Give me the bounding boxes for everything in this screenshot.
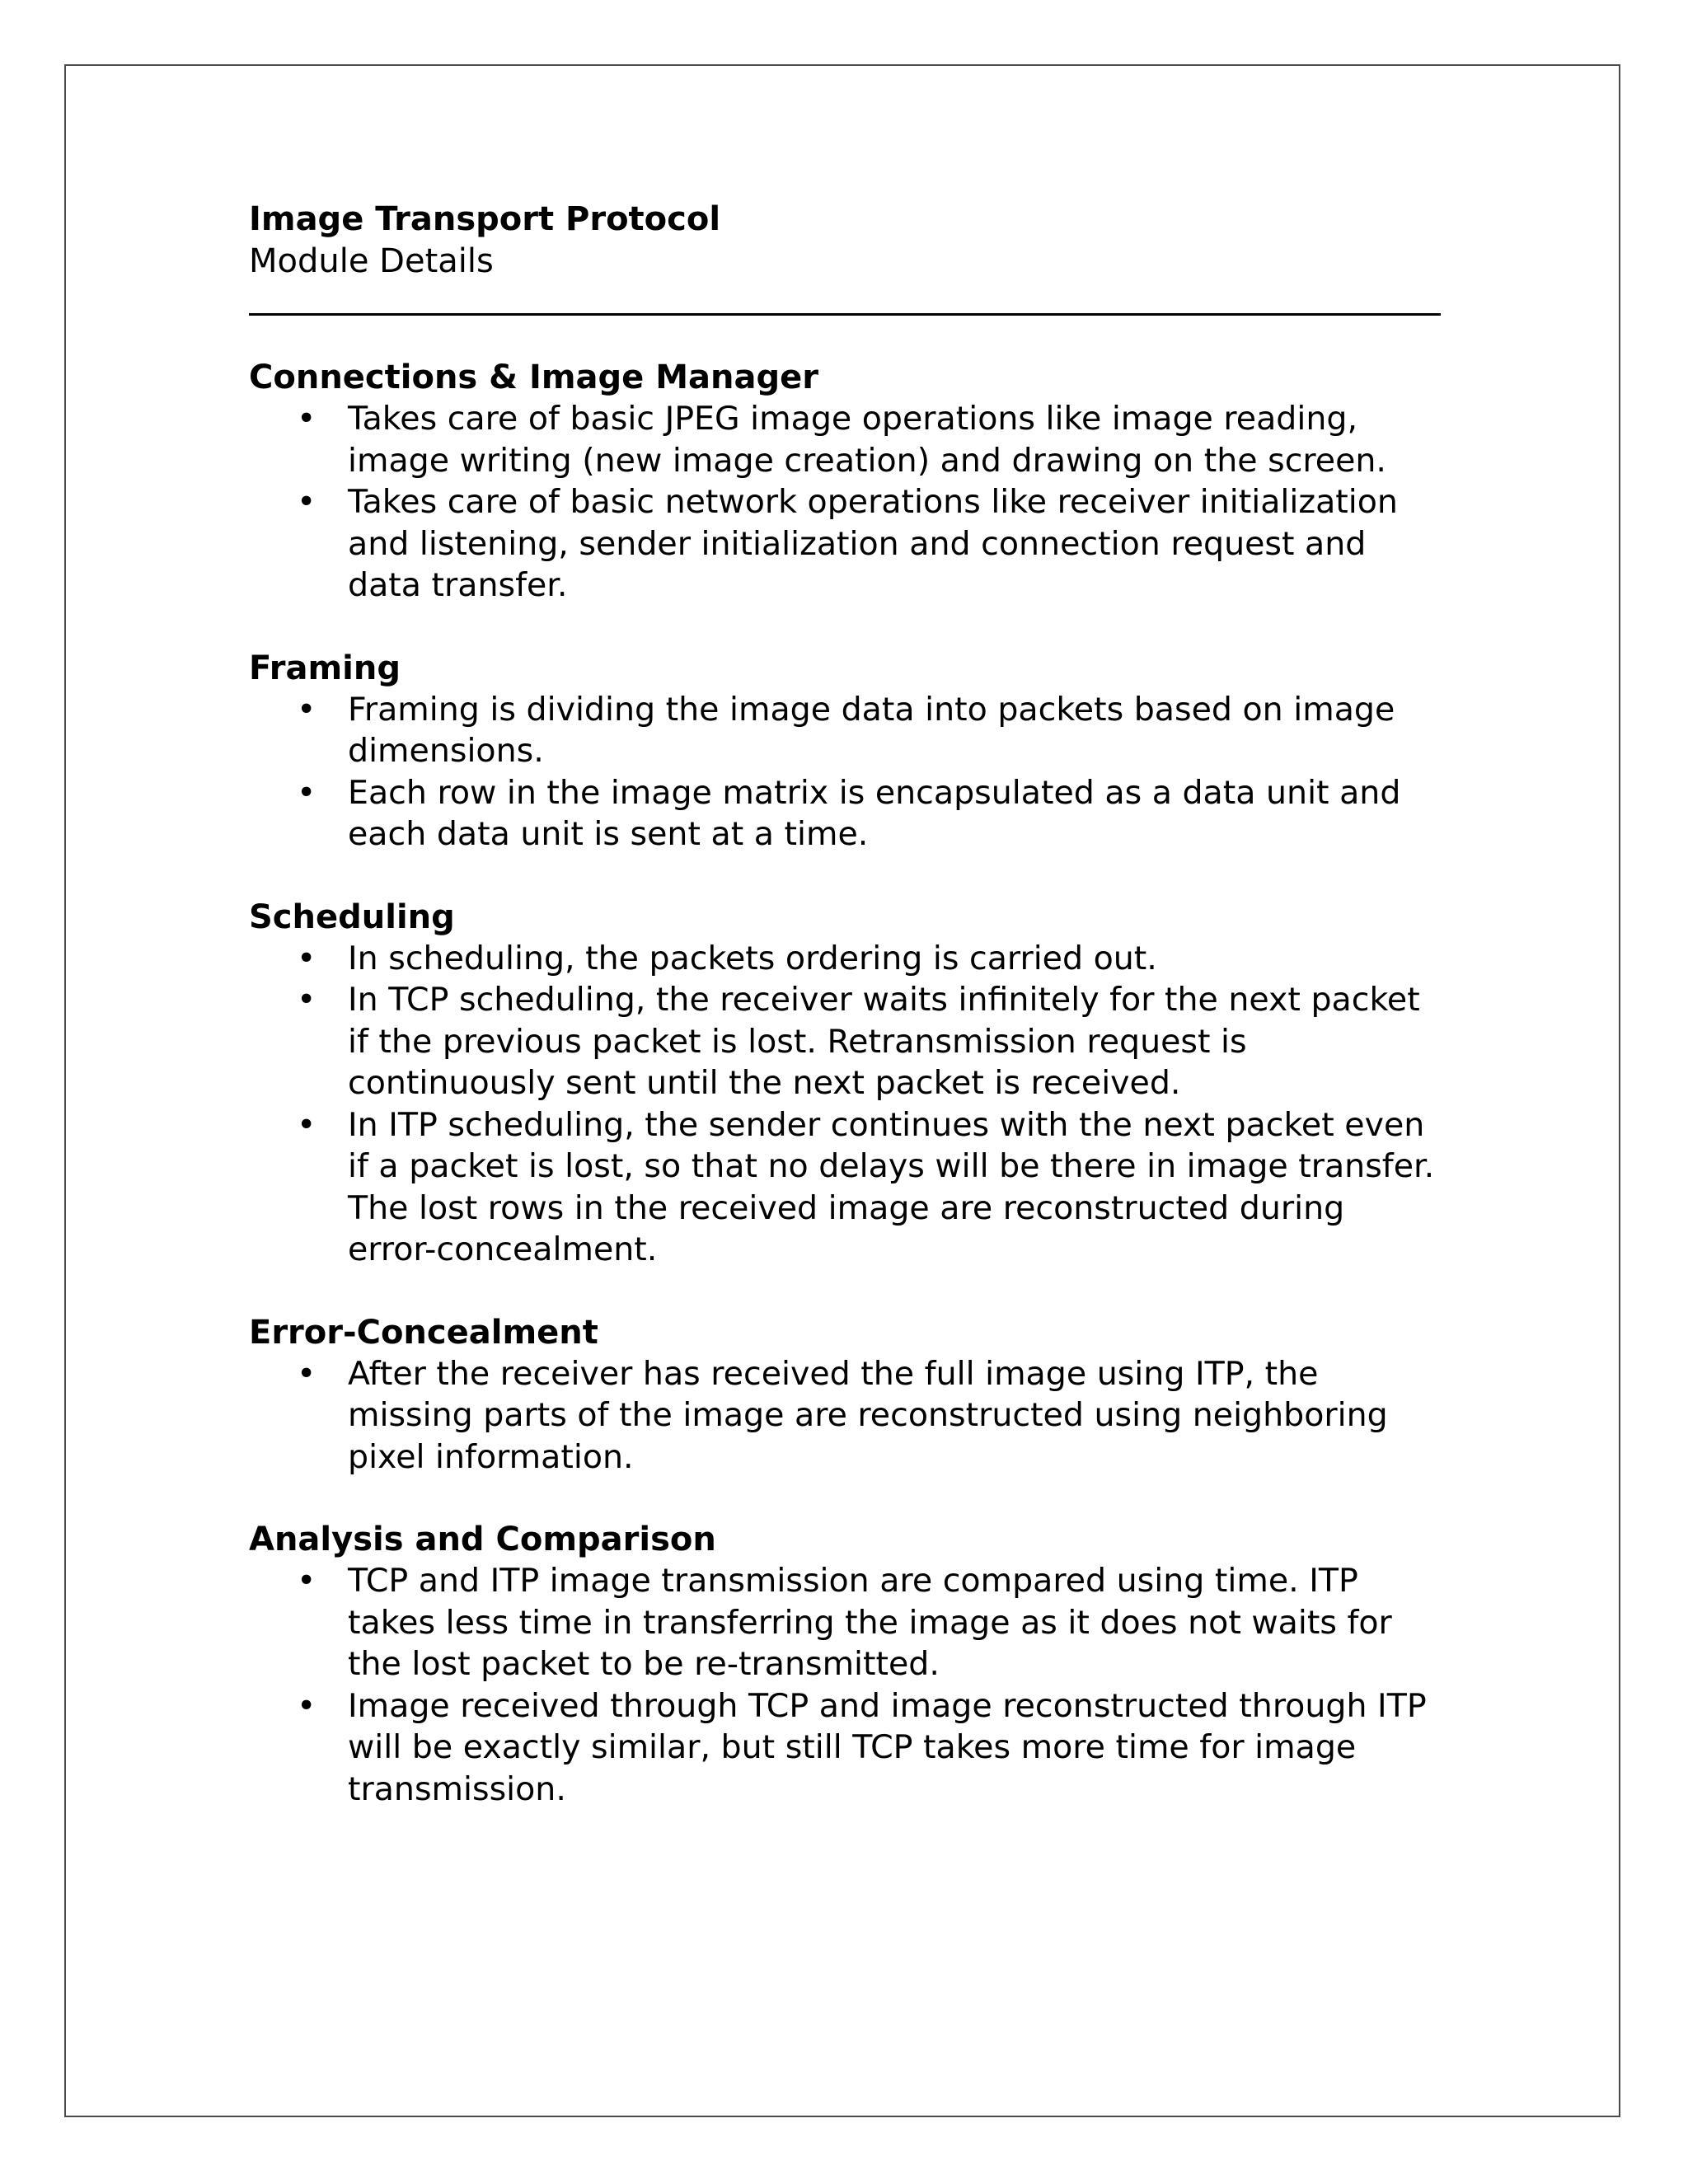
bullet-text: Takes care of basic network operations like receiver initialization and listening, sender initialization and connection request and data transfer. — [348, 483, 1398, 604]
bullet-item — [249, 481, 1441, 607]
bullet-text: In ITP scheduling, the sender continues with the next packet even if a packet is lost, so that no delays will be there in image transfer. The lost rows in the received image are reconstructed during error-concealment. — [348, 1105, 1435, 1268]
section — [249, 897, 1441, 1271]
bullet-list — [249, 938, 1441, 1271]
document-title: Image Transport Protocol — [249, 200, 721, 238]
bullet-item — [249, 938, 1441, 980]
bullet-text: Framing is dividing the image data into packets based on image dimensions. — [348, 690, 1395, 770]
bullet-item — [249, 398, 1441, 481]
bullet-item — [249, 689, 1441, 772]
title-divider — [249, 313, 1441, 316]
document-subtitle: Module Details — [249, 242, 494, 280]
section — [249, 357, 1441, 607]
bullet-dot-icon: • — [297, 773, 316, 812]
bullet-dot-icon: • — [297, 690, 316, 729]
section-heading: Framing — [249, 649, 401, 687]
section — [249, 1312, 1441, 1479]
bullet-text: Each row in the image matrix is encapsulated as a data unit and each data unit is sent at a time. — [348, 773, 1401, 853]
bullet-dot-icon: • — [297, 981, 316, 1019]
bullet-item — [249, 1104, 1441, 1271]
section-heading: Scheduling — [249, 898, 455, 936]
bullet-text: In TCP scheduling, the receiver waits infinitely for the next packet if the previous packet is lost. Retransmission request is continuously sent until the next packet is received. — [348, 981, 1420, 1102]
bullet-item — [249, 772, 1441, 855]
bullet-item — [249, 979, 1441, 1104]
bullet-list — [249, 398, 1441, 607]
section-heading: Analysis and Comparison — [249, 1521, 716, 1558]
document-body — [249, 198, 1441, 1810]
bullet-text: In scheduling, the packets ordering is carried out. — [348, 939, 1157, 977]
section-heading: Connections & Image Manager — [249, 359, 818, 396]
bullet-list — [249, 1560, 1441, 1810]
bullet-item — [249, 1353, 1441, 1479]
bullet-item — [249, 1560, 1441, 1685]
bullet-dot-icon: • — [297, 400, 316, 438]
bullet-text: After the receiver has received the full image using ITP, the missing parts of the image are reconstructed using neighboring pixel information. — [348, 1354, 1388, 1476]
sections-container — [249, 357, 1441, 1810]
bullet-list — [249, 1353, 1441, 1479]
bullet-dot-icon: • — [297, 1562, 316, 1600]
bullet-dot-icon: • — [297, 483, 316, 521]
bullet-dot-icon: • — [297, 1354, 316, 1393]
bullet-text: TCP and ITP image transmission are compared using time. ITP takes less time in transferring the image as it does not waits for the lost packet to be re-transmitted. — [348, 1562, 1392, 1683]
bullet-text: Takes care of basic JPEG image operations like image reading, image writing (new image creation) and drawing on the screen. — [348, 400, 1386, 480]
section-heading: Error-Concealment — [249, 1313, 598, 1352]
bullet-text: Image received through TCP and image reconstructed through ITP will be exactly similar, but still TCP takes more time for image transmission. — [348, 1686, 1427, 1808]
bullet-item — [249, 1685, 1441, 1811]
bullet-dot-icon: • — [297, 939, 316, 977]
section — [249, 648, 1441, 855]
section — [249, 1519, 1441, 1810]
bullet-dot-icon: • — [297, 1105, 316, 1144]
bullet-dot-icon: • — [297, 1686, 316, 1725]
bullet-list — [249, 689, 1441, 855]
